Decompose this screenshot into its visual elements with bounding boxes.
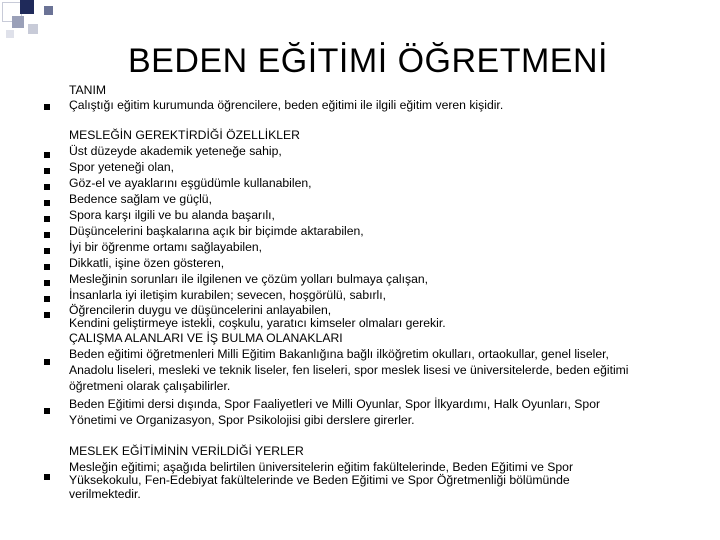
bullet-icon bbox=[44, 152, 50, 158]
list-item: Dikkatli, işine özen gösteren, bbox=[69, 256, 225, 270]
bullet-icon bbox=[44, 474, 50, 480]
corner-square bbox=[12, 16, 24, 28]
list-item: Mesleğinin sorunları ile ilgilenen ve çözüm yolları bulmaya çalışan, bbox=[69, 272, 429, 286]
body-text: Anadolu liseleri, mesleki ve teknik liseler, fen liseleri, spor meslek lisesi ve üniversitelerde, beden eğitimi bbox=[69, 363, 629, 377]
section-heading: MESLEĞİN GEREKTİRDİĞİ ÖZELLİKLER bbox=[69, 128, 300, 142]
list-item: İnsanlarla iyi iletişim kurabilen; sevecen, hoşgörülü, sabırlı, bbox=[69, 288, 387, 302]
bullet-icon bbox=[44, 312, 50, 318]
list-item: Üst düzeyde akademik yeteneğe sahip, bbox=[69, 144, 282, 158]
bullet-icon bbox=[44, 168, 50, 174]
section-heading: TANIM bbox=[69, 83, 107, 97]
list-item: İyi bir öğrenme ortamı sağlayabilen, bbox=[69, 240, 263, 254]
corner-square bbox=[44, 6, 53, 15]
corner-decoration bbox=[0, 0, 80, 80]
body-text: Yüksekokulu, Fen-Edebiyat fakültelerinde ve Beden Eğitimi ve Spor Öğretmenliği bölümünde bbox=[69, 473, 570, 487]
bullet-icon bbox=[44, 248, 50, 254]
bullet-icon bbox=[44, 232, 50, 238]
bullet-icon bbox=[44, 200, 50, 206]
list-item: Spor yeteneği olan, bbox=[69, 160, 175, 174]
list-item: Öğrencilerin duygu ve düşüncelerini anlayabilen, bbox=[69, 303, 332, 317]
body-text: öğretmeni olarak çalışabilirler. bbox=[69, 379, 231, 393]
body-text: verilmektedir. bbox=[69, 487, 141, 501]
body-text: Beden eğitimi öğretmenleri Milli Eğitim Bakanlığına bağlı ilköğretim okulları, ortaokullar, genel liseler, bbox=[69, 347, 609, 361]
corner-square bbox=[6, 30, 14, 38]
section-heading: MESLEK EĞİTİMİNİN VERİLDİĞİ YERLER bbox=[69, 444, 304, 458]
bullet-icon bbox=[44, 184, 50, 190]
corner-square bbox=[20, 0, 34, 14]
bullet-icon bbox=[44, 104, 50, 110]
bullet-icon bbox=[44, 280, 50, 286]
body-text: Çalıştığı eğitim kurumunda öğrencilere, beden eğitimi ile ilgili eğitim veren kişidir. bbox=[69, 98, 504, 112]
list-item: Bedence sağlam ve güçlü, bbox=[69, 192, 212, 206]
list-item: Spora karşı ilgili ve bu alanda başarılı, bbox=[69, 208, 275, 222]
bullet-icon bbox=[44, 216, 50, 222]
bullet-icon bbox=[44, 408, 50, 414]
bullet-icon bbox=[44, 296, 50, 302]
list-item: Düşüncelerini başkalarına açık bir biçimde aktarabilen, bbox=[69, 224, 364, 238]
corner-square bbox=[28, 24, 38, 34]
section-heading: ÇALIŞMA ALANLARI VE İŞ BULMA OLANAKLARI bbox=[69, 331, 343, 345]
bullet-icon bbox=[44, 264, 50, 270]
body-text: Mesleğin eğitimi; aşağıda belirtilen üniversitelerin eğitim fakültelerinde, Beden Eğitimi ve Spor bbox=[69, 460, 574, 474]
list-item: Kendini geliştirmeye istekli, coşkulu, yaratıcı kimseler olmaları gerekir. bbox=[69, 316, 446, 330]
slide-title: BEDEN EĞİTİMİ ÖĞRETMENİ bbox=[128, 42, 608, 80]
body-text: Yönetimi ve Organizasyon, Spor Psikolojisi gibi derslere girerler. bbox=[69, 413, 415, 427]
list-item: Göz-el ve ayaklarını eşgüdümle kullanabilen, bbox=[69, 176, 312, 190]
bullet-icon bbox=[44, 359, 50, 365]
body-text: Beden Eğitimi dersi dışında, Spor Faaliyetleri ve Milli Oyunlar, Spor İlkyardımı, Halk Oyunları, Spor bbox=[69, 397, 601, 411]
